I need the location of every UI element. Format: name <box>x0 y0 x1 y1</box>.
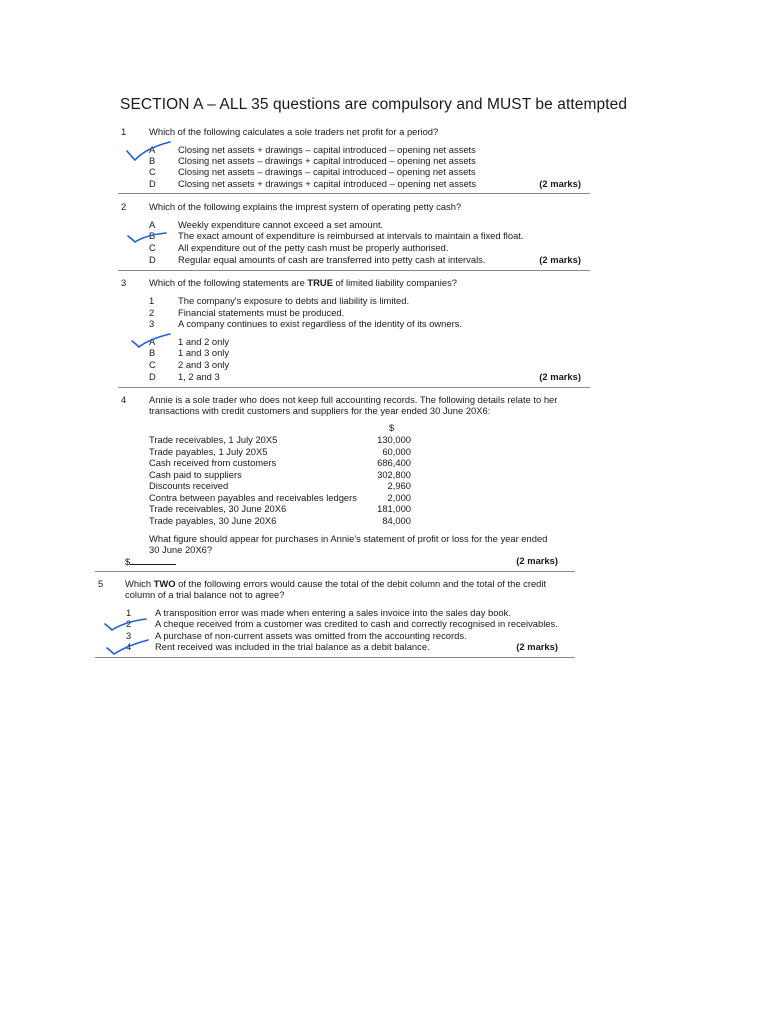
q1-option-text: Closing net assets + drawings + capital introduced – opening net assets <box>178 178 477 189</box>
handwritten-tick-icon <box>104 637 152 659</box>
q3-statement-number: 1 <box>149 295 155 306</box>
q1-option-letter: C <box>149 166 156 177</box>
q3-option-text: 1 and 3 only <box>178 347 230 358</box>
question-divider <box>118 193 590 194</box>
q3-statement-text: Financial statements must be produced. <box>178 307 345 318</box>
q2-marks: (2 marks) <box>539 254 581 265</box>
q4-row-label: Discounts received <box>149 480 229 491</box>
q3-marks: (2 marks) <box>539 371 581 382</box>
question-divider <box>118 387 590 388</box>
q2-option-text: All expenditure out of the petty cash must be properly authorised. <box>178 242 449 253</box>
q4-row-value: 181,000 <box>377 503 411 514</box>
q3-option-letter: A <box>149 336 156 347</box>
q1-number: 1 <box>121 126 127 137</box>
q3-stem-post: of limited liability companies? <box>332 277 457 288</box>
q1-option-text: Closing net assets – drawings + capital introduced – opening net assets <box>178 155 476 166</box>
q4-stem-line1: Annie is a sole trader who does not keep full accounting records. The following details relate to her <box>149 394 558 405</box>
q5-statement-text: A purchase of non-current assets was omitted from the accounting records. <box>155 630 467 641</box>
q2-option-letter: B <box>149 230 156 241</box>
q4-stem-line2: transactions with credit customers and suppliers for the year ended 30 June 20X6: <box>149 405 491 416</box>
q1-marks: (2 marks) <box>539 178 581 189</box>
q2-option-text: Weekly expenditure cannot exceed a set amount. <box>178 219 384 230</box>
q2-stem: Which of the following explains the imprest system of operating petty cash? <box>149 201 462 212</box>
q2-option-letter: A <box>149 219 156 230</box>
q1-option-text: Closing net assets + drawings – capital introduced – opening net assets <box>178 144 476 155</box>
q4-question-line1: What figure should appear for purchases in Annie's statement of profit or loss for the year ended <box>149 533 548 544</box>
q5-number: 5 <box>98 578 104 589</box>
q5-statement-number: 3 <box>126 630 132 641</box>
q1-option-letter: B <box>149 155 156 166</box>
q5-statement-number: 1 <box>126 607 132 618</box>
q4-row-value: 2,000 <box>387 492 411 503</box>
q4-row-label: Trade receivables, 1 July 20X5 <box>149 434 278 445</box>
q4-number: 4 <box>121 394 127 405</box>
q4-row-value: 84,000 <box>382 515 411 526</box>
q3-stem-pre: Which of the following statements are <box>149 277 308 288</box>
q5-stem-emphasis: TWO <box>153 578 176 589</box>
q3-option-letter: D <box>149 371 156 382</box>
q4-row-value: 686,400 <box>377 457 411 468</box>
q4-row-value: 130,000 <box>377 434 411 445</box>
q3-stem <box>149 277 457 289</box>
q4-row-label: Trade payables, 1 July 20X5 <box>149 446 268 457</box>
q1-option-letter: A <box>149 144 156 155</box>
q3-option-text: 1, 2 and 3 <box>178 371 220 382</box>
q5-stem-line2: column of a trial balance not to agree? <box>125 589 285 600</box>
q2-option-letter: D <box>149 254 156 265</box>
q4-row-label: Trade payables, 30 June 20X6 <box>149 515 277 526</box>
q4-question-line2: 30 June 20X6? <box>149 544 213 555</box>
section-heading: SECTION A – ALL 35 questions are compulsory and MUST be attempted <box>120 96 628 113</box>
q4-answer-prefix: $ <box>125 556 131 567</box>
handwritten-tick-icon <box>129 330 173 352</box>
q4-row-value: 2,960 <box>387 480 411 491</box>
q2-option-text: Regular equal amounts of cash are transferred into petty cash at intervals. <box>178 254 486 265</box>
question-divider <box>95 571 575 572</box>
q3-option-text: 1 and 2 only <box>178 336 230 347</box>
q5-stem-post: of the following errors would cause the total of the debit column and the total of the credit <box>175 578 547 589</box>
handwritten-tick-icon <box>126 226 170 248</box>
q4-marks: (2 marks) <box>516 555 558 566</box>
handwritten-tick-icon <box>102 614 150 636</box>
q3-statement-text: A company continues to exist regardless of the identity of its owners. <box>178 318 463 329</box>
q5-statement-number: 4 <box>126 641 132 652</box>
q3-option-letter: C <box>149 359 156 370</box>
q5-statement-number: 2 <box>126 618 132 629</box>
q1-option-text: Closing net assets – drawings – capital introduced – opening net assets <box>178 166 476 177</box>
q4-row-label: Contra between payables and receivables ledgers <box>149 492 357 503</box>
q4-currency-header: $ <box>389 422 395 433</box>
q5-stem-pre: Which <box>125 578 154 589</box>
q3-statement-number: 2 <box>149 307 155 318</box>
q2-option-text: The exact amount of expenditure is reimbursed at intervals to maintain a fixed float. <box>178 230 524 241</box>
q3-number: 3 <box>121 277 127 288</box>
q3-statement-number: 3 <box>149 318 155 329</box>
question-divider <box>95 657 575 658</box>
q4-row-label: Cash paid to suppliers <box>149 469 242 480</box>
q2-number: 2 <box>121 201 127 212</box>
answer-line <box>130 555 176 565</box>
q1-stem: Which of the following calculates a sole traders net profit for a period? <box>149 126 439 137</box>
q2-option-letter: C <box>149 242 156 253</box>
q3-option-letter: B <box>149 347 156 358</box>
q5-statement-text: A cheque received from a customer was credited to cash and correctly recognised in receivables. <box>155 618 558 629</box>
q4-row-label: Cash received from customers <box>149 457 277 468</box>
q3-option-text: 2 and 3 only <box>178 359 230 370</box>
q4-row-value: 60,000 <box>382 446 411 457</box>
q4-row-label: Trade receivables, 30 June 20X6 <box>149 503 287 514</box>
question-divider <box>118 270 590 271</box>
q3-statement-text: The company's exposure to debts and liability is limited. <box>178 295 410 306</box>
q5-statement-text: A transposition error was made when entering a sales invoice into the sales day book. <box>155 607 511 618</box>
q5-marks: (2 marks) <box>516 641 558 652</box>
q4-row-value: 302,800 <box>377 469 411 480</box>
q3-stem-emphasis: TRUE <box>307 277 333 288</box>
q5-stem <box>125 578 546 590</box>
handwritten-tick-icon <box>124 138 174 166</box>
q5-statement-text: Rent received was included in the trial balance as a debit balance. <box>155 641 430 652</box>
q4-answer-blank[interactable] <box>125 555 176 568</box>
q1-option-letter: D <box>149 178 156 189</box>
